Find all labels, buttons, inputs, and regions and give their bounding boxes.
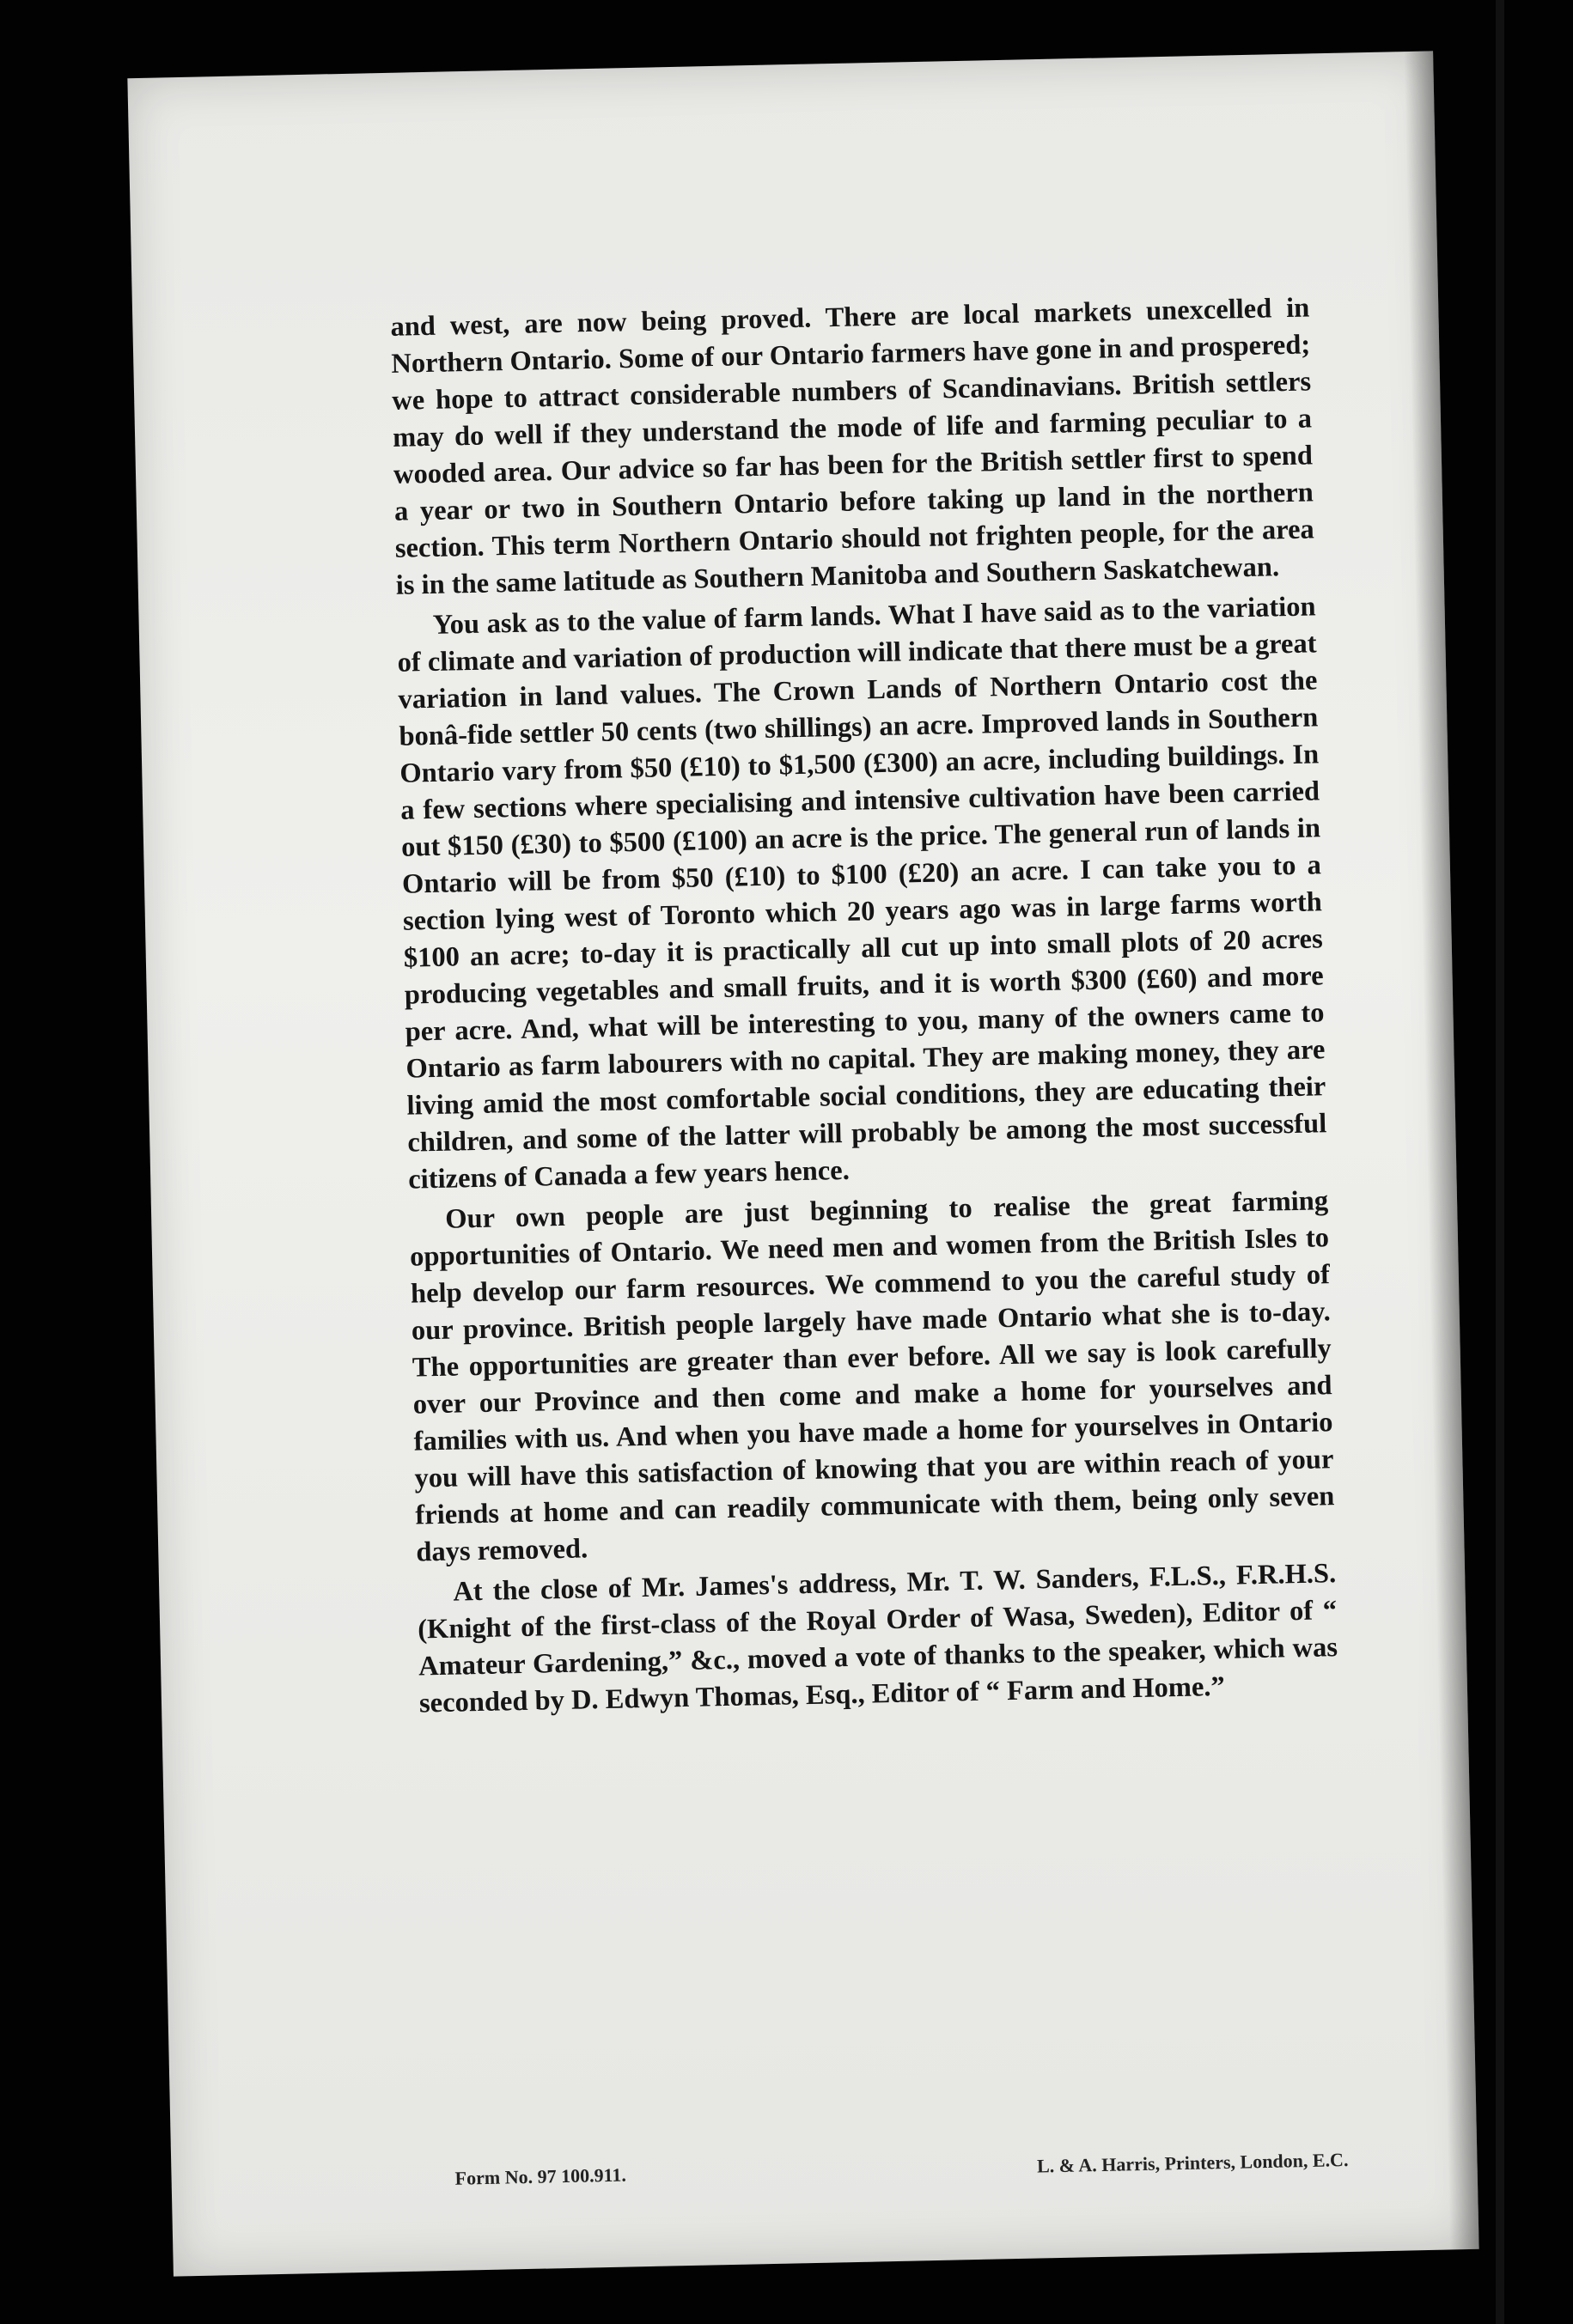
paragraph-1: and west, are now being proved. There are local markets unexcelled in Northern Ontario. Some of our Ontario farmers have gone in and prospered; we hope to attract considerable numbers of Scandinavians. British settlers may do well if they understand the mode of life and farming peculiar to a wooded area. Our advice so far has been for the British settler first to spend a year or two in Southern Ontario before taking up land in the northern section. This term Northern Ontario should not frighten people, for the area is in the same latitude as Southern Manitoba and Southern Saskatchewan. (390, 292, 1315, 601)
form-number: Form No. 97 100.911. (454, 2163, 627, 2189)
body-text (390, 289, 1338, 1725)
scan-edge-bar (1496, 0, 1504, 2324)
paragraph-4: At the close of Mr. James's address, Mr. T. W. Sanders, F.L.S., F.R.H.S. (Knight of the first-class of the Royal Order of Wasa, Sweden), Editor of “ Amateur Gardening,” &c., moved a vote of thanks to the speaker, which was seconded by D. Edwyn Thomas, Esq., Editor of “ Farm and Home.” (417, 1558, 1338, 1719)
printer-credit: L. & A. Harris, Printers, London, E.C. (1036, 2148, 1349, 2177)
document-page (127, 51, 1478, 2276)
paragraph-3: Our own people are just beginning to realise the great farming opportunities of Ontario. We need men and women from the British Isles to help develop our farm resources. We commend to you the careful study of our province. British people largely have made Ontario what she is to-day. The opportunities are greater than ever before. All we say is look carefully over our Province and then come and make a home for yourselves and families with us. And when you have made a home for yourselves in Ontario you will have this satisfaction of knowing that you are within reach of your friends at home and can readily communicate with them, being only seven days removed. (409, 1185, 1335, 1568)
paragraph-2: You ask as to the value of farm lands. What I have said as to the variation of climate and variation of production will indicate that there must be a great variation in land values. The Crown Lands of Northern Ontario cost the bonâ-fide settler 50 cents (two shillings) an acre. Improved lands in Southern Ontario vary from $50 (£10) to $1,500 (£300) an acre, including buildings. In a few sections where specialising and intensive cultivation have been carried out $150 (£30) to $500 (£100) an acre is the price. The general run of lands in Ontario will be from $50 (£10) to $100 (£20) an acre. I can take you to a section lying west of Toronto which 20 years ago was in large farms worth $100 an acre; to-day it is practically all cut up into small plots of 20 acres producing vegetables and small fruits, and it is worth $300 (£60) and more per acre. And, what will be interesting to you, many of the owners came to Ontario as farm labourers with no capital. They are making money, they are living amid the most comfortable social conditions, they are educating their children, and some of the latter will probably be among the most successful citizens of Canada a few years hence. (397, 591, 1327, 1195)
page-footer (454, 2149, 1348, 2190)
